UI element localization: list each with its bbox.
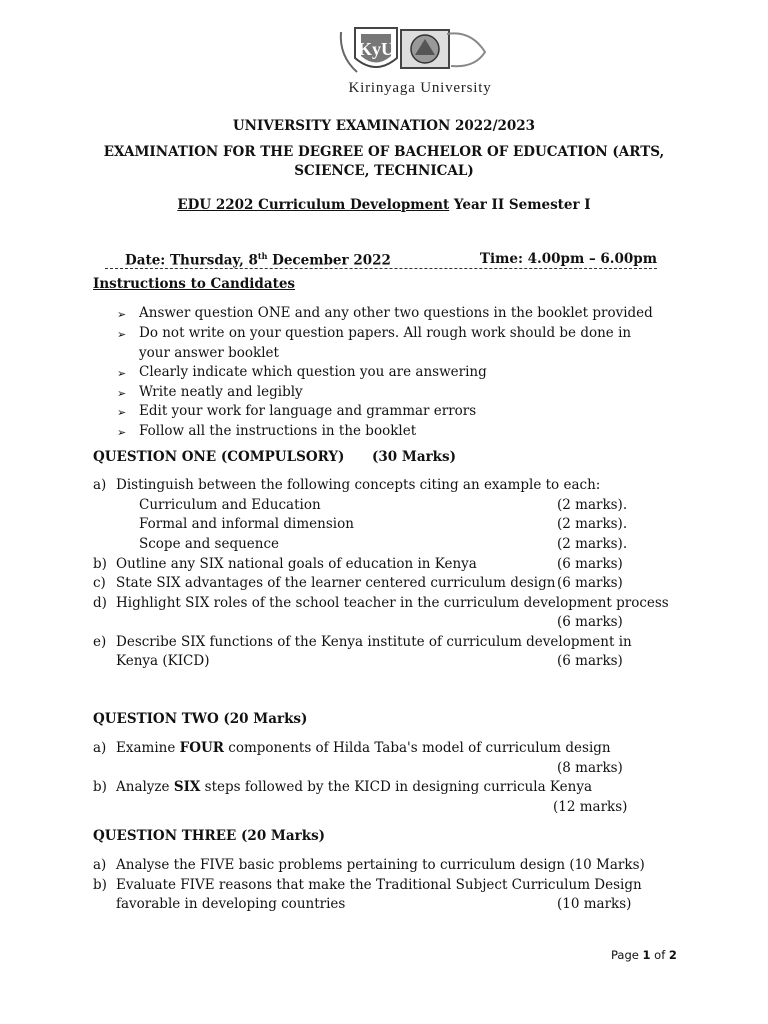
instruction-item-continued: your answer booklet	[139, 345, 279, 361]
date-time-line	[105, 251, 657, 269]
arrow-bullet-icon: ➢	[117, 308, 127, 321]
q1-e-marks: (6 marks)	[557, 653, 623, 669]
q1-a-text: Distinguish between the following concepts citing an example to each:	[116, 477, 601, 493]
q1-d-label: d)	[93, 595, 107, 611]
q2-b-marks: (12 marks)	[553, 799, 628, 815]
university-logo	[335, 22, 505, 98]
q1-b-marks: (6 marks)	[557, 556, 623, 572]
q3-a-label: a)	[93, 857, 107, 873]
instruction-item: Edit your work for language and grammar errors	[139, 403, 477, 419]
q3-b-label: b)	[93, 877, 107, 893]
degree-line-1: EXAMINATION FOR THE DEGREE OF BACHELOR OF EDUCATION (ARTS,	[103, 144, 665, 160]
q1-marks: (30 Marks)	[372, 449, 457, 465]
instruction-item: Write neatly and legibly	[139, 384, 303, 400]
q3-heading: QUESTION THREE (20 Marks)	[93, 828, 326, 844]
degree-title	[0, 143, 768, 181]
q1-c-text: State SIX advantages of the learner centered curriculum design	[116, 575, 556, 591]
course-line	[0, 197, 768, 213]
course-year: Year II Semester I	[449, 197, 591, 213]
q1-e-label: e)	[93, 634, 107, 650]
q2-heading: QUESTION TWO (20 Marks)	[93, 711, 308, 727]
q1-a-sub-item: Scope and sequence	[139, 536, 280, 552]
q2-b-text: Analyze SIX steps followed by the KICD in designing curricula Kenya	[116, 779, 593, 795]
arrow-bullet-icon: ➢	[117, 426, 127, 439]
arrow-bullet-icon: ➢	[117, 328, 127, 341]
arrow-bullet-icon: ➢	[117, 387, 127, 400]
q2-a-text: Examine FOUR components of Hilda Taba's model of curriculum design	[116, 740, 611, 756]
q1-c-marks: (6 marks)	[557, 575, 623, 591]
degree-line-2: SCIENCE, TECHNICAL)	[294, 163, 474, 179]
svg-text:KyU: KyU	[358, 39, 394, 59]
instruction-item: Answer question ONE and any other two questions in the booklet provided	[139, 305, 653, 321]
instruction-item: Clearly indicate which question you are answering	[139, 364, 487, 380]
q1-b-label: b)	[93, 556, 107, 572]
q1-b-text: Outline any SIX national goals of education in Kenya	[116, 556, 477, 572]
q3-b-marks: (10 marks)	[557, 896, 632, 912]
instructions-heading: Instructions to Candidates	[93, 276, 296, 292]
q1-d-marks: (6 marks)	[557, 614, 623, 630]
q1-a-sub-marks: (2 marks).	[557, 536, 628, 552]
exam-title: UNIVERSITY EXAMINATION 2022/2023	[232, 118, 536, 134]
q1-a-label: a)	[93, 477, 107, 493]
q1-a-sub-item: Formal and informal dimension	[139, 516, 354, 532]
course-code-title: EDU 2202 Curriculum Development	[177, 197, 450, 213]
q3-a-text: Analyse the FIVE basic problems pertaining to curriculum design (10 Marks)	[116, 857, 645, 873]
q2-a-marks: (8 marks)	[557, 760, 623, 776]
q1-heading: QUESTION ONE (COMPULSORY)	[93, 449, 345, 465]
instruction-item: Follow all the instructions in the booklet	[139, 423, 417, 439]
q1-c-label: c)	[93, 575, 106, 591]
q1-a-sub-item: Curriculum and Education	[139, 497, 321, 513]
instruction-item: Do not write on your question papers. All rough work should be done in	[139, 325, 632, 341]
q3-b-text-continued: favorable in developing countries	[116, 896, 346, 912]
arrow-bullet-icon: ➢	[117, 367, 127, 380]
q3-b-text: Evaluate FIVE reasons that make the Traditional Subject Curriculum Design	[116, 877, 642, 893]
q1-a-sub-marks: (2 marks).	[557, 516, 628, 532]
q1-a-sub-marks: (2 marks).	[557, 497, 628, 513]
q2-b-label: b)	[93, 779, 107, 795]
q2-a-label: a)	[93, 740, 107, 756]
exam-time: Time: 4.00pm – 6.00pm	[479, 251, 657, 267]
university-crest-icon	[335, 22, 505, 82]
q1-d-text: Highlight SIX roles of the school teacher in the curriculum development process	[116, 595, 669, 611]
q1-e-text-continued: Kenya (KICD)	[116, 653, 210, 669]
arrow-bullet-icon: ➢	[117, 406, 127, 419]
university-name: Kirinyaga University	[348, 80, 492, 96]
exam-date: Date: Thursday, 8th December 2022	[125, 251, 391, 269]
q1-e-text: Describe SIX functions of the Kenya institute of curriculum development in	[116, 634, 632, 650]
page-number: Page 1 of 2	[611, 948, 677, 962]
